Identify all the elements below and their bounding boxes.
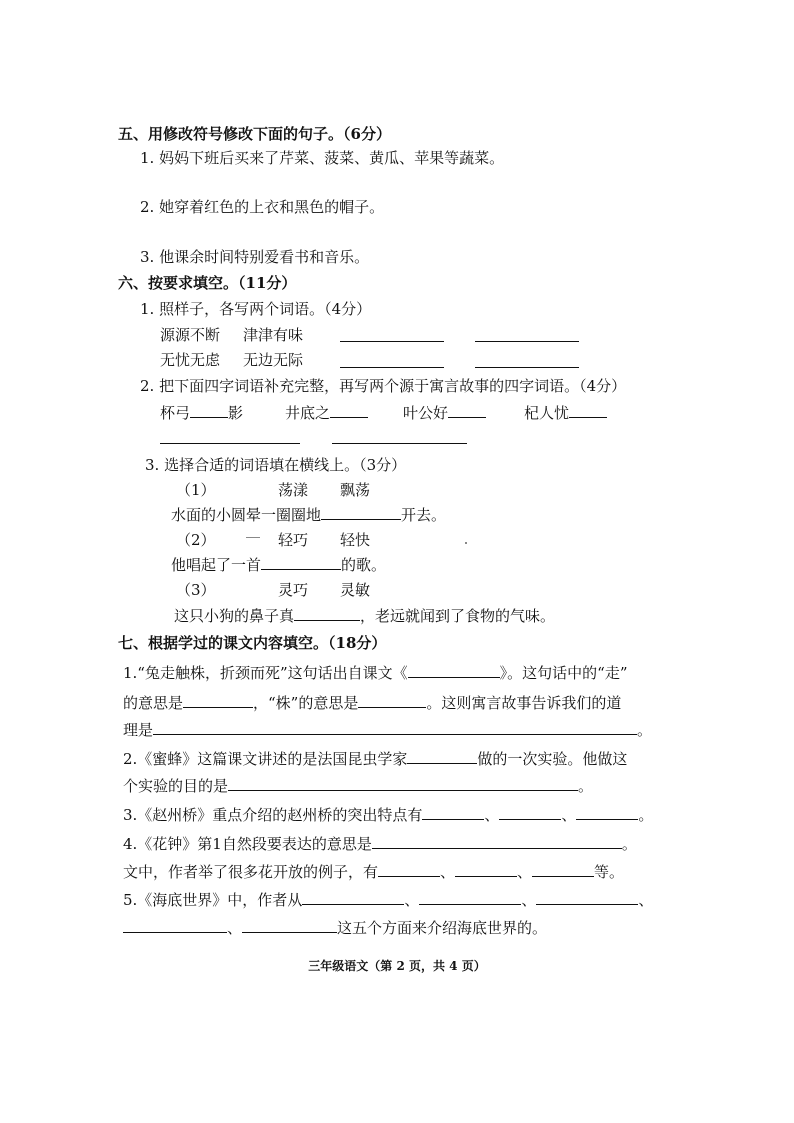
s7-q5-sep: 、 [404, 891, 420, 909]
q2-idiom-4 [524, 403, 607, 423]
q3-p3-blank[interactable] [294, 606, 360, 621]
s7-q1-blank-zou[interactable] [183, 693, 253, 708]
section6-q1-prompt: 1. 照样子，各写两个词语。（4分） [140, 300, 372, 318]
s7-q4-sep: 、 [440, 863, 456, 881]
q2-idiom-3-head: 叶公好 [403, 404, 449, 422]
q1-example-2: 津津有味 [243, 326, 304, 344]
s7-q1-line-3 [123, 720, 652, 740]
section6-q2-prompt: 2. 把下面四字词语补充完整，再写两个源于寓言故事的四字词语。（4分） [140, 377, 627, 395]
s7-q2-blank-purpose[interactable] [228, 776, 578, 791]
q3-p1-option-1: 荡漾 [278, 481, 309, 499]
q1-answer-blank[interactable] [340, 367, 444, 368]
s7-q2-line-2 [123, 776, 593, 796]
s7-q3-sep: 、 [484, 806, 500, 824]
section5-item-2: 2. 她穿着红色的上衣和黑色的帽子。 [140, 198, 385, 216]
s7-q1-line-1 [123, 663, 628, 683]
scan-speck [465, 542, 467, 544]
q3-p3-num: （3） [176, 581, 216, 599]
q2-idiom-1-head: 杯弓 [160, 404, 191, 422]
s7-q2-blank-scientist[interactable] [407, 749, 477, 764]
section5-title: 五、用修改符号修改下面的句子。（6分） [118, 125, 391, 143]
q3-p2-sentence-tail: 的歌。 [341, 556, 387, 574]
q1-example-3: 无忧无虑 [160, 351, 221, 369]
q3-p1-sentence-tail: 开去。 [401, 506, 447, 524]
q3-p3-sentence-tail: ，老远就闻到了食物的气味。 [360, 607, 556, 625]
section5-item-1: 1. 妈妈下班后买来了芹菜、菠菜、黄瓜、苹果等蔬菜。 [140, 149, 505, 167]
section7-title: 七、根据学过的课文内容填空。（18分） [118, 634, 387, 652]
q3-p1-option-2: 飘荡 [340, 481, 371, 499]
q2-idiom-1 [160, 403, 243, 423]
page-footer: 三年级语文（第 2 页，共 4 页） [308, 959, 486, 973]
s7-q1-line-2 [123, 693, 621, 713]
s7-q5-text-b: 这五个方面来介绍海底世界的。 [337, 919, 548, 937]
s7-q5-blank-5[interactable] [242, 918, 337, 933]
s7-q5-line-1 [123, 890, 653, 910]
s7-q4-sep: 、 [517, 863, 533, 881]
q2-blank-3[interactable] [448, 403, 486, 418]
s7-q4-line-1 [123, 834, 637, 854]
q3-p2-sentence [171, 555, 386, 575]
s7-q1-text-g: 。 [637, 721, 653, 739]
s7-q1-text-a: 1.“兔走触株，折颈而死”这句话出自课文《 [123, 664, 408, 682]
q2-blank-1[interactable] [190, 403, 228, 418]
s7-q3-blank-3[interactable] [576, 805, 638, 820]
q3-p3-sentence-head: 这只小狗的鼻子真 [174, 607, 295, 625]
q3-p3-option-2: 灵敏 [340, 581, 371, 599]
q2-idiom-4-head: 杞人忧 [524, 404, 570, 422]
q3-p3-sentence [174, 606, 555, 626]
s7-q5-blank-1[interactable] [302, 890, 404, 905]
s7-q5-sep: 、 [227, 919, 243, 937]
q2-answer-blank[interactable] [332, 443, 467, 444]
section6-title: 六、按要求填空。（11分） [118, 274, 297, 292]
s7-q5-sep: 、 [638, 891, 654, 909]
s7-q3-blank-2[interactable] [499, 805, 561, 820]
s7-q1-blank-title[interactable] [408, 663, 500, 678]
s7-q2-text-c: 个实验的目的是 [123, 777, 229, 795]
q3-p2-num: （2） [176, 531, 216, 549]
q1-answer-blank[interactable] [475, 341, 579, 342]
q2-idiom-2 [285, 403, 368, 423]
s7-q4-blank-meaning[interactable] [372, 834, 622, 849]
s7-q2-text-d: 。 [578, 777, 594, 795]
q2-idiom-3 [403, 403, 486, 423]
q2-answer-blank[interactable] [160, 443, 300, 444]
s7-q3-end: 。 [638, 806, 654, 824]
q3-p2-option-2: 轻快 [340, 531, 371, 549]
s7-q5-text-a: 5.《海底世界》中，作者从 [123, 891, 303, 909]
s7-q1-text-e: 。这则寓言故事告诉我们的道 [426, 694, 622, 712]
s7-q1-text-d: ，“株”的意思是 [253, 694, 359, 712]
s7-q2-line-1 [123, 749, 627, 769]
q3-p1-num: （1） [176, 481, 216, 499]
s7-q3-blank-1[interactable] [422, 805, 484, 820]
s7-q5-blank-4[interactable] [123, 918, 227, 933]
s7-q1-text-c: 的意思是 [123, 694, 184, 712]
section6-q3-prompt: 3. 选择合适的词语填在横线上。（3分） [145, 456, 407, 474]
s7-q4-text-b: 。 [621, 835, 637, 853]
q1-example-1: 源源不断 [160, 326, 221, 344]
s7-q3-text-a: 3.《赵州桥》重点介绍的赵州桥的突出特点有 [123, 806, 423, 824]
s7-q4-blank-2[interactable] [455, 862, 517, 877]
s7-q4-text-c: 文中，作者举了很多花开放的例子，有 [123, 863, 379, 881]
s7-q3-sep: 、 [561, 806, 577, 824]
q1-answer-blank[interactable] [340, 341, 444, 342]
s7-q1-blank-lesson[interactable] [153, 720, 637, 735]
s7-q5-sep: 、 [521, 891, 537, 909]
q3-p2-option-1: 轻巧 [278, 531, 309, 549]
q2-blank-4[interactable] [569, 403, 607, 418]
s7-q2-text-a: 2.《蜜蜂》这篇课文讲述的是法国昆虫学家 [123, 750, 408, 768]
q2-idiom-2-head: 井底之 [285, 404, 331, 422]
q3-p2-blank[interactable] [261, 555, 341, 570]
q2-idiom-1-tail: 影 [228, 404, 244, 422]
s7-q5-blank-3[interactable] [536, 890, 638, 905]
s7-q1-text-b: 》。这句话中的“走” [499, 664, 628, 682]
s7-q4-blank-1[interactable] [378, 862, 440, 877]
q3-p3-option-1: 灵巧 [278, 581, 309, 599]
section5-item-3: 3. 他课余时间特别爱看书和音乐。 [140, 248, 370, 266]
q3-p1-sentence [171, 505, 446, 525]
s7-q1-text-f: 理是 [123, 721, 154, 739]
q1-example-4: 无边无际 [243, 351, 304, 369]
q3-p1-sentence-head: 水面的小圆晕一圈圈地 [171, 506, 322, 524]
s7-q1-blank-zhu[interactable] [358, 693, 426, 708]
s7-q4-blank-3[interactable] [532, 862, 594, 877]
s7-q3-line [123, 805, 653, 825]
s7-q4-line-2 [123, 862, 624, 882]
s7-q5-line-2 [123, 918, 547, 938]
s7-q5-blank-2[interactable] [419, 890, 521, 905]
q3-p2-sentence-head: 他唱起了一首 [171, 556, 262, 574]
s7-q4-text-d: 等。 [594, 863, 625, 881]
scan-speck [246, 537, 260, 538]
s7-q2-text-b: 做的一次实验。他做这 [477, 750, 628, 768]
q2-blank-2[interactable] [330, 403, 368, 418]
s7-q4-text-a: 4.《花钟》第1自然段要表达的意思是 [123, 835, 372, 853]
q1-answer-blank[interactable] [475, 367, 579, 368]
q3-p1-blank[interactable] [321, 505, 401, 520]
